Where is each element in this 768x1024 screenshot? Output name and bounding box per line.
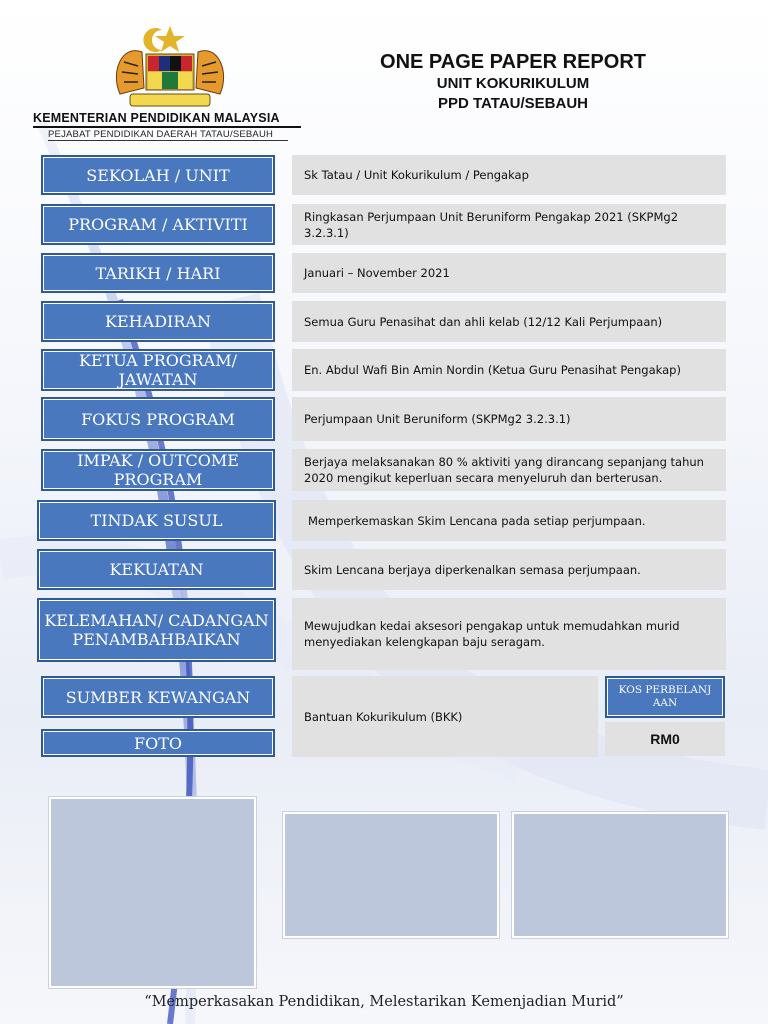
label-kos-perbelanjaan: KOS PERBELANJAAN	[605, 676, 725, 718]
value-tarikh-hari: Januari – November 2021	[292, 253, 726, 293]
ministry-name: KEMENTERIAN PENDIDIKAN MALAYSIA	[33, 111, 301, 128]
value-kehadiran: Semua Guru Penasihat dan ahli kelab (12/12 Kali Perjumpaan)	[292, 301, 726, 342]
label-tarikh-hari: TARIKH / HARI	[41, 253, 275, 293]
label-program-aktiviti: PROGRAM / AKTIVITI	[41, 204, 275, 245]
value-sekolah-unit: Sk Tatau / Unit Kokurikulum / Pengakap	[292, 155, 726, 195]
label-foto: FOTO	[41, 729, 275, 757]
value-program-aktiviti: Ringkasan Perjumpaan Unit Beruniform Pengakap 2021 (SKPMg2 3.2.3.1)	[292, 204, 726, 245]
report-unit: UNIT KOKURIKULUM	[436, 75, 590, 92]
value-kos-perbelanjaan: RM0	[605, 722, 725, 756]
value-kelemahan-cadangan: Mewujudkan kedai aksesori pengakap untuk memudahkan murid menyediakan kelengkapan baju seragam.	[292, 598, 726, 670]
label-sumber-kewangan: SUMBER KEWANGAN	[41, 676, 275, 718]
label-kekuatan: KEKUATAN	[37, 549, 276, 590]
photo-placeholder-2	[283, 812, 499, 938]
value-sumber-kewangan: Bantuan Kokurikulum (BKK)	[292, 676, 598, 757]
footer-slogan: “Memperkasakan Pendidikan, Melestarikan Kemenjadian Murid”	[144, 994, 624, 1010]
label-impak-outcome: IMPAK / OUTCOME PROGRAM	[41, 449, 275, 491]
report-title: ONE PAGE PAPER REPORT	[380, 51, 646, 73]
value-ketua-program: En. Abdul Wafi Bin Amin Nordin (Ketua Guru Penasihat Pengakap)	[292, 349, 726, 391]
value-fokus-program: Perjumpaan Unit Beruniform (SKPMg2 3.2.3.1)	[292, 397, 726, 441]
photo-placeholder-1	[49, 797, 256, 988]
label-kelemahan-cadangan: KELEMAHAN/ CADANGAN PENAMBAHBAIKAN	[37, 598, 276, 662]
value-impak-outcome: Berjaya melaksanakan 80 % aktiviti yang dirancang sepanjang tahun 2020 mengikut keperluan secara menyeluruh dan berterusan.	[292, 449, 726, 491]
label-ketua-program: KETUA PROGRAM/ JAWATAN	[41, 349, 275, 391]
malaysia-crest-logo	[100, 22, 240, 112]
report-title-block	[340, 50, 686, 114]
report-office: PPD TATAU/SEBAUH	[438, 95, 588, 112]
value-kekuatan: Skim Lencana berjaya diperkenalkan semasa perjumpaan.	[292, 549, 726, 590]
district-office-name: PEJABAT PENDIDIKAN DAERAH TATAU/SEBAUH	[48, 129, 288, 141]
label-tindak-susul: TINDAK SUSUL	[37, 500, 276, 541]
value-tindak-susul: Memperkemaskan Skim Lencana pada setiap perjumpaan.	[292, 500, 726, 541]
photo-placeholder-3	[512, 812, 728, 938]
label-kehadiran: KEHADIRAN	[41, 301, 275, 342]
label-fokus-program: FOKUS PROGRAM	[41, 397, 275, 441]
label-sekolah-unit: SEKOLAH / UNIT	[41, 155, 275, 195]
